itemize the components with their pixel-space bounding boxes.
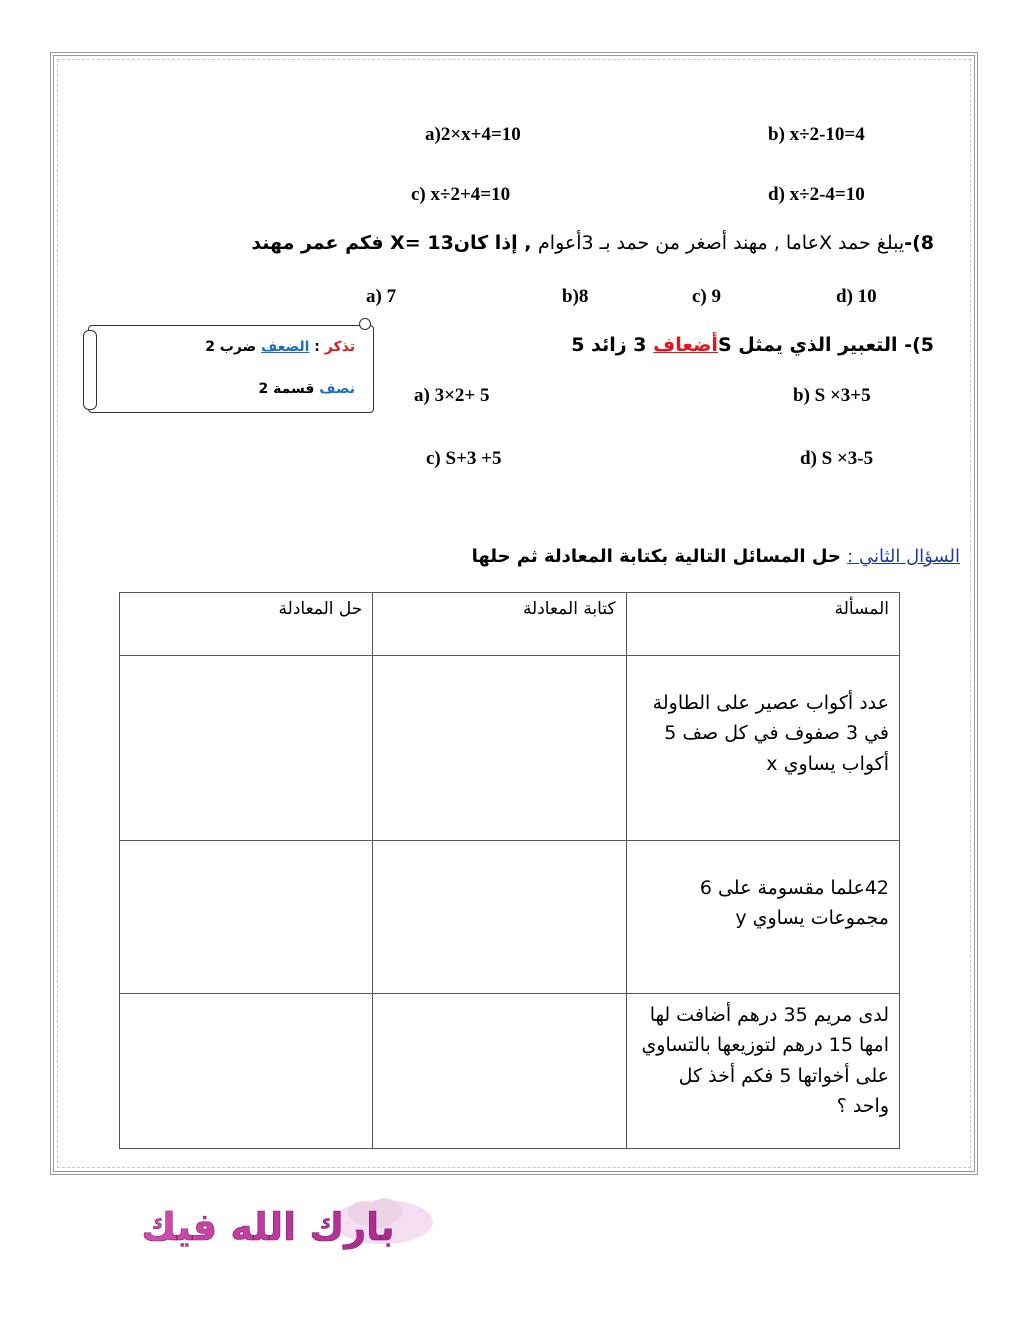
header-problem: المسألة [626,593,899,656]
question-2-heading [472,546,960,567]
question-5-text-1: التعبير الذي يمثل S [717,334,905,356]
option-d-q8: d) 10 [836,286,877,307]
question-8-number: 8)- [904,232,934,254]
option-b-q5: b) S ×3+5 [793,385,871,406]
option-a-prev: a)2×x+4=10 [425,124,521,145]
scroll-curl-right [359,318,371,330]
header-write-equation: كتابة المعادلة [373,593,626,656]
option-c-q5: c) S+3 +5 [426,448,502,469]
reminder-double-rest: ضرب 2 [205,339,261,355]
problem-cell: عدد أكواب عصير على الطاولة في 3 صفوف في كل صف 5 أكواب يساوي x [626,656,899,841]
table-row [120,656,900,841]
reminder-colon: : [309,339,325,355]
table-row [120,994,900,1149]
solution-cell[interactable] [120,994,373,1149]
question-8-text-2: عاما , مهند أصغر من حمد بـ 3أعوام [538,232,819,254]
question-2-label: السؤال الثاني : [847,546,960,567]
question-5-number: 5)- [904,334,934,356]
question-5-text-2: 3 زائد 5 [571,334,654,356]
question-5 [571,334,934,356]
question-5-highlight: أضعاف [653,334,718,356]
reminder-scroll [88,325,374,413]
option-b-q8: b)8 [562,286,589,307]
header-solve-equation: حل المعادلة [120,593,373,656]
option-d-prev: d) x÷2-4=10 [768,184,865,205]
option-d-q5: d) S ×3-5 [800,448,874,469]
solution-cell[interactable] [120,841,373,994]
option-c-q8: c) 9 [692,286,722,307]
equation-cell[interactable] [373,994,626,1149]
question-8-text-3: , إذا كان13 =X [390,232,539,254]
question-2-instruction: حل المسائل التالية بكتابة المعادلة ثم حلها [471,546,848,567]
option-a-q5: a) 3×2+ 5 [414,385,490,406]
reminder-line-1 [205,339,355,355]
reminder-half-rest: قسمة 2 [258,381,320,397]
question-8-text-1: يبلغ حمد X [818,232,905,254]
blessing-signature-image [118,1190,438,1258]
reminder-half-word: نصف [319,381,355,397]
signature-text: بارك الله فيك [141,1205,395,1249]
problem-cell: 42علما مقسومة على 6 مجموعات يساوي y [626,841,899,994]
reminder-title: تذكر [324,339,355,355]
scroll-curl-left [83,330,97,410]
option-c-prev: c) x÷2+4=10 [411,184,511,205]
solution-cell[interactable] [120,656,373,841]
problem-cell: لدى مريم 35 درهم أضافت لها امها 15 درهم لتوزيعها بالتساوي على أخواتها 5 فكم أخذ كل واحد ؟ [626,994,899,1149]
reminder-double-word: الضعف [261,339,310,355]
equation-cell[interactable] [373,656,626,841]
table-header-row [120,593,900,656]
table-row [120,841,900,994]
reminder-line-2 [258,381,355,397]
equation-cell[interactable] [373,841,626,994]
problems-table [119,592,900,1149]
option-a-q8: a) 7 [366,286,397,307]
option-b-prev: b) x÷2-10=4 [768,124,865,145]
question-8-text-4: فكم عمر مهند [251,232,391,254]
question-8 [251,232,934,254]
